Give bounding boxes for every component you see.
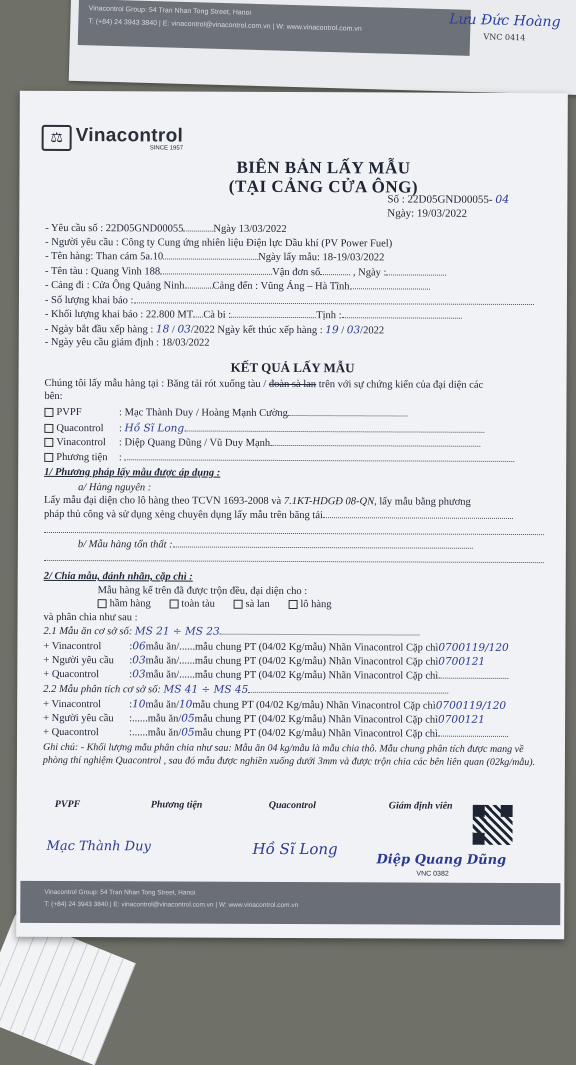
so-value: : 22D05GND00055- xyxy=(401,193,493,206)
field-ports: - Cảng đi : Cửa Ông Quảng Ninh Cảng đến : Vũng Áng – Hà Tĩnh xyxy=(45,280,430,293)
top-signature-name: Lưu Đức Hoàng xyxy=(448,11,561,31)
field-requester: - Người yêu cầu : Công ty Cung ứng nhiên liệu Điện lực Dầu khí (PV Power Fuel) xyxy=(45,236,393,250)
document-number xyxy=(387,192,509,206)
sampling-note: Ghi chú: - Khối lượng mẫu phân chia như sau: Mẫu ăn 04 kg/mẫu là mẫu chia thô. Mẫu chung phân tích được mang về phòng thí nghiệm Quacontrol , sau đó mẫu được nghiền xuống dưới 3mm và được trộn chia các bên liên quan (02kg/mẫu). xyxy=(42,741,536,769)
sig-label-vehicle: Phương tiện xyxy=(150,799,203,811)
results-intro: Chúng tôi lấy mẫu hàng tại : Băng tải rót xuống tàu / đoàn sà lan trên với sự chứng kiến của đại diện các xyxy=(44,377,484,391)
party-pvpf: PVPF : Mạc Thành Duy / Hoàng Mạnh Cường xyxy=(44,407,407,420)
field-loading-dates: - Ngày bắt đầu xếp hàng : 18 / 03/2022 Ngày kết thúc xếp hàng : 19 / 03/2022 xyxy=(44,323,385,337)
party-quacontrol: Quacontrol : Hồ Sĩ Long xyxy=(44,422,484,436)
quacontrol-signature: Hồ Sĩ Long xyxy=(252,839,338,859)
section2-heading: 2/ Chia mẫu, đánh nhãn, cặp chì : xyxy=(43,570,193,583)
section1-heading: 1/ Phương pháp lấy mẫu được áp dụng : xyxy=(44,466,221,479)
section2-options: hầm hàng toàn tàu sà lan lô hàng xyxy=(98,598,332,610)
s21-row: + Vinacontrol :06mẫu ăn/......mẫu chung PT (04/02 Kg/mẫu) Nhãn Vinacontrol Cặp chì0700119/120 xyxy=(43,640,509,654)
footer-contact-line: T: (+84) 24 3943 3840 | E: vinacontrol@vinacontrol.com.vn | W: www.vinacontrol.com.vn xyxy=(44,900,299,910)
opt-barge-checkbox[interactable] xyxy=(233,600,242,609)
pvpf-signature: Mạc Thành Duy xyxy=(46,838,151,855)
section1-blank-line xyxy=(44,525,544,538)
qr-code xyxy=(471,803,515,847)
s22-label-line: 2.2 Mẫu phân tích cơ sở số: MS 41 ÷ MS 45 xyxy=(43,683,448,697)
so-handwritten: 04 xyxy=(495,192,510,206)
top-sheet-footer-band xyxy=(78,0,471,56)
background-document-top xyxy=(69,0,576,95)
s21-label-line: 2.1 Mẫu ăn cơ sở số: MS 21 ÷ MS 23 xyxy=(43,625,419,639)
field-declared-qty: - Số lượng khai báo : xyxy=(45,295,534,308)
so-label: Số xyxy=(387,193,400,206)
vehicle-checkbox[interactable] xyxy=(44,453,53,462)
section1-sub-b: b/ Mẫu hàng tổn thất : xyxy=(78,539,473,552)
document-subtitle: (TẠI CẢNG CỬA ÔNG) xyxy=(228,176,419,197)
s21-row: + Người yêu cầu :03mẫu ăn/......mẫu chung PT (04/02 Kg/mẫu) Nhãn Vinacontrol Cặp chì0700121 xyxy=(43,654,486,668)
section1-text1: Lấy mẫu đại diện cho lô hàng theo TCVN 1693-2008 và 7.1KT-HDGĐ 08-QN, lấy mẫu bằng phương xyxy=(44,494,471,508)
field-declared-weight: - Khối lượng khai báo : 22.800 MT Cà bi : Tịnh : xyxy=(45,309,462,322)
vinacontrol-logo xyxy=(42,125,184,152)
results-heading: KẾT QUẢ LẤY MẪU xyxy=(230,359,355,376)
logo-since: SINCE 1957 xyxy=(149,145,184,152)
section1-blank-line-2 xyxy=(44,553,544,566)
section1-sub-a: a/ Hàng nguyên : xyxy=(78,482,152,494)
logo-text: Vinacontrol xyxy=(75,125,184,147)
top-signature-code: VNC 0414 xyxy=(483,32,526,43)
opt-hold-checkbox[interactable] xyxy=(98,599,107,608)
s21-row: + Quacontrol :03mẫu ăn/......mẫu chung PT (04/02 Kg/mẫu) Nhãn Vinacontrol Cặp chì xyxy=(43,668,508,682)
vinacontrol-checkbox[interactable] xyxy=(44,438,53,447)
field-request: - Yêu cầu số : 22D05GND00055 Ngày 13/03/2022 xyxy=(45,222,287,235)
top-company-line: Vinacontrol Group: 54 Tran Nhan Tong Street, Hanoi xyxy=(88,5,252,17)
footer-company-line: Vinacontrol Group: 54 Tran Nhan Tong Street, Hanoi xyxy=(44,888,196,897)
sig-label-pvpf: PVPF xyxy=(54,798,81,811)
pvpf-checkbox[interactable] xyxy=(44,408,53,417)
document-footer xyxy=(20,881,560,925)
s22-row: + Quacontrol :......mẫu ăn/05mẫu chung PT (04/02 Kg/mẫu) Nhãn Vinacontrol Cặp chì xyxy=(43,726,508,740)
s22-row: + Người yêu cầu :......mẫu ăn/05mẫu chung PT (04/02 Kg/mẫu) Nhãn Vinacontrol Cặp chì0700121 xyxy=(43,712,485,726)
party-vehicle: Phương tiện : xyxy=(44,452,514,465)
s22-row: + Vinacontrol :10mẫu ăn/10mẫu chung PT (04/02 Kg/mẫu) Nhãn Vinacontrol Cặp chì0700119/120 xyxy=(43,698,507,712)
section2-line2: và phân chia như sau : xyxy=(43,611,138,624)
sampling-report-document xyxy=(16,91,568,939)
opt-ship-checkbox[interactable] xyxy=(169,600,178,609)
sig-label-inspector: Giám định viên xyxy=(388,800,453,812)
results-intro-cont: bên: xyxy=(44,390,63,402)
inspector-code: VNC 0382 xyxy=(416,870,449,878)
opt-lot-checkbox[interactable] xyxy=(288,600,297,609)
quacontrol-checkbox[interactable] xyxy=(44,424,53,433)
top-signature xyxy=(449,11,561,43)
field-goods: - Tên hàng: Than cám 5a.10 Ngày lấy mẫu: 18-19/03/2022 xyxy=(45,250,385,264)
party-vinacontrol: Vinacontrol : Diệp Quang Dũng / Vũ Duy Mạnh xyxy=(44,437,480,450)
top-contact-line: T: (+84) 24 3943 3840 | E: vinacontrol@vinacontrol.com.vn | W: www.vinacontrol.com.vn xyxy=(88,18,362,33)
sig-label-quacontrol: Quacontrol xyxy=(268,799,316,812)
section2-line1: Mẫu hàng kể trên đã được trộn đều, đại diện cho : xyxy=(97,585,308,598)
document-date: Ngày: 19/03/2022 xyxy=(387,207,468,220)
section1-text2: pháp thủ công và sử dụng xẻng chuyên dụng lấy mẫu trên băng tải xyxy=(44,509,513,522)
inspector-signature-name: Diệp Quang Dũng xyxy=(376,852,507,868)
field-inspection-request-date: - Ngày yêu cầu giám định : 18/03/2022 xyxy=(44,336,210,349)
scale-icon: ⚖ xyxy=(42,125,72,151)
field-vessel: - Tên tàu : Quang Vinh 188 Vận đơn số , Ngày : xyxy=(45,266,446,279)
document-title: BIÊN BẢN LẤY MẪU xyxy=(236,157,411,178)
